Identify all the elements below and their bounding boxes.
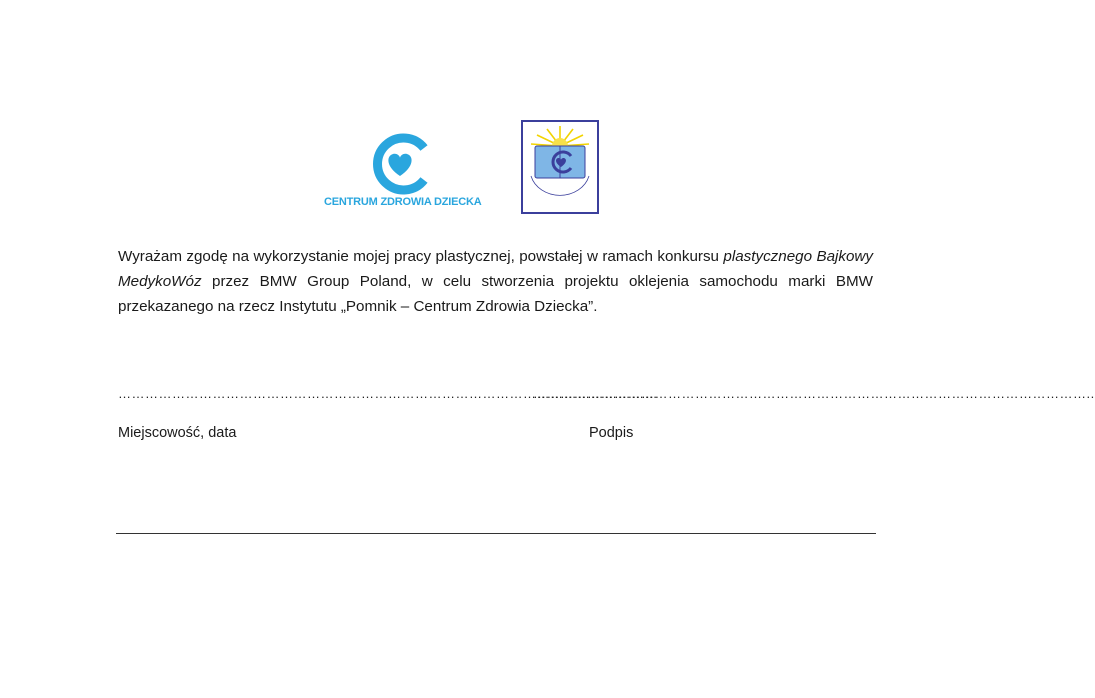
consent-text-part1: Wyrażam zgodę na wykorzystanie mojej pracy plastycznej, powstałej w ramach konkursu: [118, 248, 724, 265]
heart-c-icon: [372, 136, 432, 192]
cut-line: [116, 533, 876, 534]
contest-name: plastycznego Bajkowy MedykoWóz: [118, 248, 873, 290]
school-emblem-icon: [521, 120, 599, 214]
consent-paragraph: [118, 244, 873, 319]
signature-label: Podpis: [589, 425, 634, 441]
signature-line: ……………………………………………………………………………………………………………..: [533, 386, 1095, 401]
czd-logo-text: CENTRUM ZDROWIA DZIECKA: [324, 196, 482, 208]
centrum-zdrowia-dziecka-logo: [324, 132, 484, 212]
place-date-line: …………………………………………………………………………………………………………: [118, 386, 658, 401]
school-emblem-logo: [521, 120, 599, 214]
consent-text-part2: przez BMW Group Poland, w celu stworzenia projektu oklejenia samochodu marki BMW przekazanego na rzecz Instytutu „Pomnik – Centrum Zdrowia Dziecka”.: [118, 273, 873, 315]
place-date-label: Miejscowość, data: [118, 425, 237, 441]
